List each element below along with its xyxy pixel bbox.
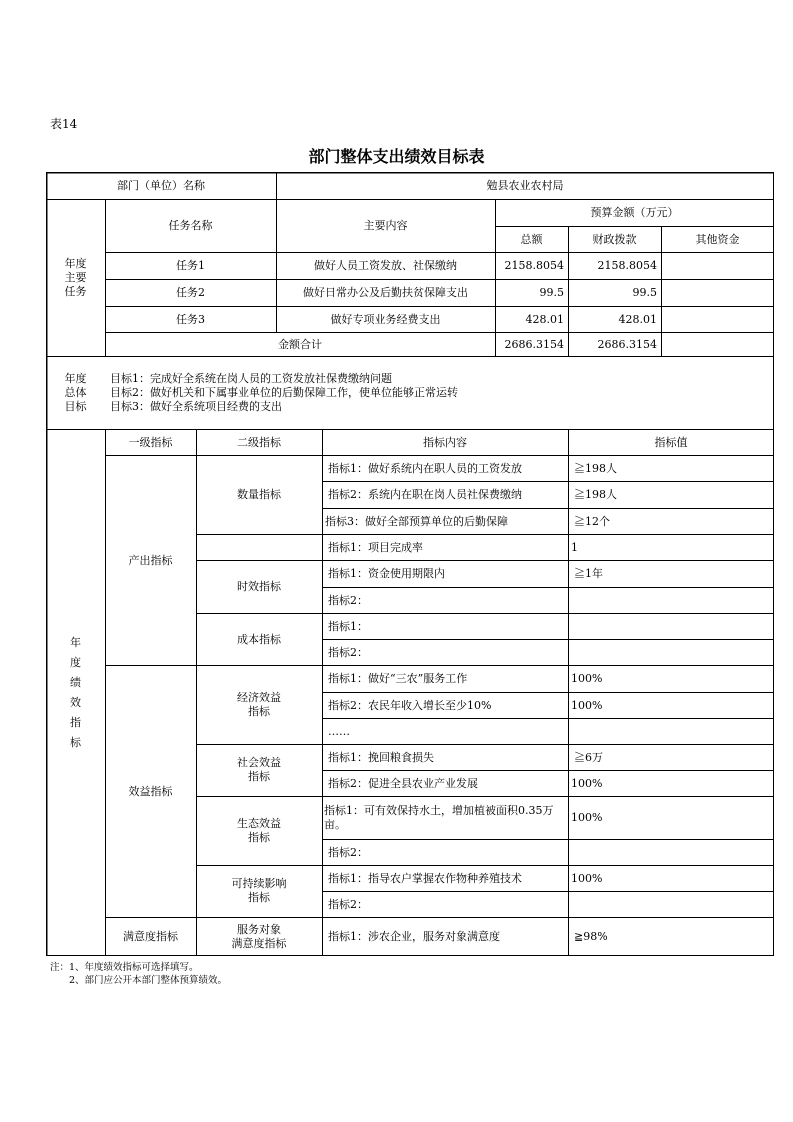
- indicator-value: 100%: [571, 871, 603, 885]
- dept-name-label: 部门（单位）名称: [117, 179, 205, 192]
- indicator-value: ≧198人: [574, 461, 617, 475]
- group-output: 产出指标: [128, 553, 173, 567]
- indicator-value: ≧98%: [574, 930, 608, 943]
- indicator-content: 指标2：系统内在职在岗人员社保费缴纳: [328, 488, 522, 501]
- sum-total: 2686.3154: [504, 337, 564, 351]
- group-benefit: 效益指标: [128, 784, 173, 798]
- task-total: 428.01: [525, 312, 564, 326]
- task-total: 2158.8054: [504, 259, 564, 272]
- overall-goals-label: 年度 总体 目标: [64, 371, 87, 413]
- sum-label: 金额合计: [278, 337, 322, 351]
- task-content: 做好人员工资发放、社保缴纳: [314, 259, 457, 272]
- performance-table: [46, 172, 774, 956]
- col-level1: 一级指标: [128, 435, 173, 449]
- col-total: 总额: [520, 232, 543, 246]
- table-number: 表14: [50, 117, 78, 131]
- indicator-value: [568, 613, 774, 639]
- dept-name-value: 勉县农业农村局: [486, 179, 564, 192]
- indicator-value: [568, 639, 774, 665]
- indicator-content: 指标1：涉农企业，服务对象满意度: [328, 930, 500, 943]
- col-budget: 预算金额（万元）: [590, 206, 679, 219]
- indicator-content: ……: [328, 724, 350, 738]
- task-other: [661, 252, 774, 279]
- group-satisfaction: 满意度指标: [123, 930, 178, 943]
- indicator-content: 指标1：做好系统内在职人员的工资发放: [328, 461, 522, 475]
- indicator-value: 1: [571, 540, 578, 554]
- indicator-value: 100%: [571, 776, 603, 790]
- indicator-content: 指标2：: [328, 897, 368, 911]
- indicator-value: 100%: [571, 811, 603, 824]
- page-title: 部门整体支出绩效目标表: [308, 147, 485, 166]
- indicator-content: 指标2：: [328, 845, 368, 859]
- footnote: 注：1、年度绩效指标可选择填写。: [50, 962, 199, 973]
- sum-fiscal: 2686.3154: [597, 337, 657, 351]
- indicator-value: [568, 587, 774, 613]
- annual-tasks-label: 年度 主要 任务: [64, 256, 87, 298]
- indicator-content: 指标1：项目完成率: [328, 540, 423, 554]
- indicator-value: [568, 718, 774, 744]
- subgroup-social: 社会效益 指标: [237, 756, 281, 783]
- indicator-content: 指标2：: [328, 593, 368, 607]
- col-main-content: 主要内容: [363, 219, 408, 232]
- col-other: 其他资金: [695, 232, 740, 246]
- subgroup-service: 服务对象 满意度指标: [231, 922, 287, 950]
- col-task-name: 任务名称: [168, 219, 213, 232]
- task-total: 99.5: [539, 286, 564, 299]
- subgroup-quantity: 数量指标: [237, 488, 281, 501]
- col-level2: 二级指标: [237, 435, 281, 449]
- indicator-content: 指标1：: [328, 619, 368, 633]
- indicators-label: 年 度 绩 效 指 标: [70, 635, 81, 749]
- indicator-content: 指标1：资金使用期限内: [328, 567, 445, 580]
- goal-line: 目标1：完成好全系统在岗人员的工资发放社保费缴纳问题: [110, 371, 392, 385]
- task-name: 任务3: [176, 312, 205, 326]
- indicator-value: ≧12个: [574, 514, 610, 528]
- indicator-content: 指标1：可有效保持水土，增加植被面积0.35万亩。: [324, 803, 554, 831]
- subgroup-sustainable: 可持续影响 指标: [231, 877, 287, 904]
- task-content: 做好专项业务经费支出: [330, 312, 441, 326]
- indicator-content: 指标2：农民年收入增长至少10%: [328, 698, 492, 712]
- task-fiscal: 2158.8054: [597, 259, 657, 272]
- subgroup-cost: 成本指标: [237, 632, 281, 646]
- indicator-content: 指标1：挽回粮食损失: [328, 750, 434, 764]
- task-name: 任务1: [176, 259, 205, 272]
- indicator-content: 指标1：指导农户掌握农作物种养殖技术: [328, 871, 522, 885]
- indicator-value: ≧6万: [574, 750, 603, 764]
- subgroup-ecological: 生态效益 指标: [237, 816, 281, 844]
- subgroup-timeliness: 时效指标: [237, 580, 281, 593]
- task-fiscal: 428.01: [618, 312, 657, 326]
- indicator-value: [568, 839, 774, 865]
- task-other: [661, 306, 774, 332]
- indicator-value: [568, 891, 774, 917]
- indicator-content: 指标2：: [328, 645, 368, 659]
- indicator-value: 100%: [571, 698, 603, 712]
- task-fiscal: 99.5: [632, 286, 657, 299]
- task-other: [661, 279, 774, 306]
- footnotes: [50, 961, 227, 987]
- task-content: 做好日常办公及后勤扶贫保障支出: [303, 286, 468, 299]
- indicator-value: 100%: [571, 672, 603, 685]
- col-value: 指标值: [654, 435, 688, 449]
- indicator-content: 指标1：做好“三农”服务工作: [328, 672, 468, 685]
- overall-goals-text: [110, 356, 770, 429]
- col-content: 指标内容: [423, 435, 467, 449]
- indicator-value: ≧1年: [574, 567, 603, 580]
- col-fiscal: 财政拨款: [592, 232, 637, 246]
- indicator-content: 指标3：做好全部预算单位的后勤保障: [325, 514, 508, 528]
- subgroup-economic: 经济效益 指标: [237, 690, 281, 718]
- goal-line: 目标3：做好全系统项目经费的支出: [110, 399, 282, 413]
- indicator-value: ≧198人: [574, 488, 617, 501]
- indicator-content: 指标2：促进全县农业产业发展: [328, 776, 478, 790]
- sum-other: [661, 332, 774, 356]
- task-name: 任务2: [176, 286, 205, 299]
- goal-line: 目标2：做好机关和下属事业单位的后勤保障工作，使单位能够正常运转: [110, 385, 458, 399]
- footnote: 2、部门应公开本部门整体预算绩效。: [69, 975, 228, 986]
